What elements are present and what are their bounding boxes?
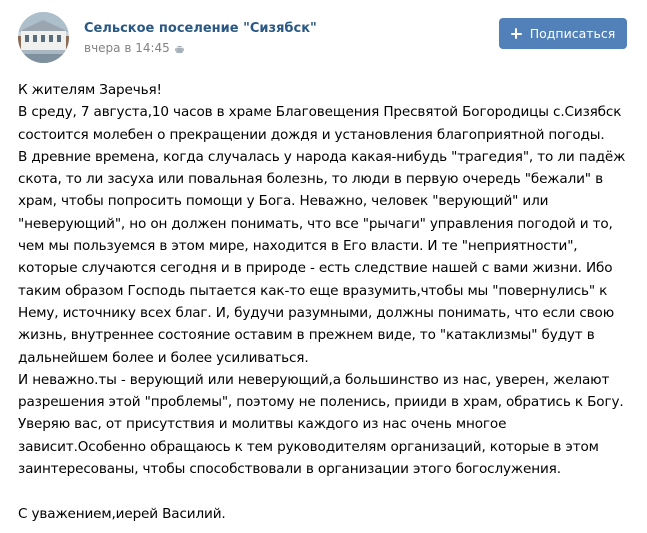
subscribe-label: Подписаться [529,26,616,41]
post-text-line: К жителям Заречья! [18,82,162,98]
post-text-line: состоится молебен о прекращении дождя и установления благоприятной погоды. [18,126,605,143]
post-text-line: чем мы пользуемся в этом мире, находится в Его власти. И те "неприятности", [18,238,578,255]
post-text-line: заинтересованы, чтобы способствовали в организации этого богослужения. [18,461,561,478]
post-text-line: зависит.Особенно обращаюсь к тем руководителям организаций, которые в этом [18,438,599,455]
community-name[interactable]: Сельское поселение "Сизябск" [84,21,317,36]
android-icon [175,43,184,53]
post-text-line: Нему, источнику всех благ. И, будучи разумными, должны понимать, что если свою [18,304,615,321]
avatar[interactable] [18,12,69,63]
post-time[interactable]: вчера в 14:45 [84,41,170,55]
post-text-line: скота, то ли засуха или повальная болезнь, то люди в первую очередь "бежали" в [18,171,603,188]
post-text-line: разрешения этой "проблемы", поэтому не поленись, прииди в храм, обратись к Богу. [18,394,624,411]
post-text-line: И неважно.ты - верующий или неверующий,а большинство из нас, уверен, желают [18,371,610,388]
post-meta [84,41,184,55]
post-header [18,12,627,68]
subscribe-button[interactable] [499,18,627,49]
post-text-line: Уверяю вас, от присутствия и молитвы каждого из нас очень многое [18,416,507,433]
post-text-line: В древние времена, когда случалась у народа какая-нибудь "трагедия", то ли падёж [18,148,626,165]
post-text [18,79,630,525]
post-text-line: "неверующий", но он должен понимать, что все "рычаги" управления погодой и то, [18,215,613,232]
post-text-line: жизнь, внутреннее состояние оставим в прежнем виде, то "катаклизмы" будут в [18,327,595,344]
post-text-line [18,480,630,502]
post-text-line: В среду, 7 августа,10 часов в храме Благовещения Пресвятой Богородицы с.Сизябск [18,104,622,121]
post-text-line: таким образом Господь пытается как-то еще вразумить,чтобы мы "повернулись" к [18,282,608,299]
avatar-image [18,12,69,63]
plus-icon [511,28,522,39]
post-text-line: дальнейшем более и более усиливаться. [18,349,309,366]
post-text-line: которые случаются сегодня и в природе - есть следствие нашей с вами жизни. Ибо [18,260,613,277]
post-text-line: храм, чтобы попросить помощи у Бога. Неважно, человек "верующий" или [18,193,549,210]
post-text-line: С уважением,иерей Василий. [18,505,226,522]
